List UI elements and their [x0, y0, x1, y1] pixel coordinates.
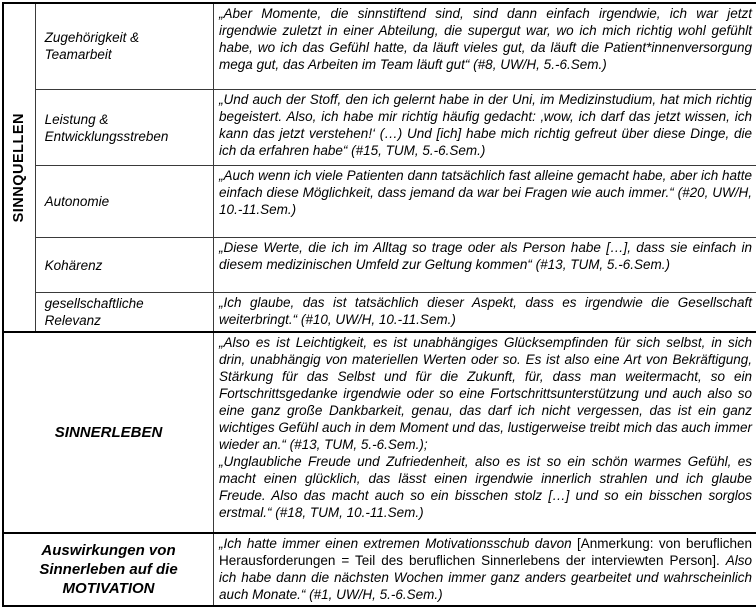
category-autonomie: Autonomie [35, 166, 213, 238]
table-row [3, 166, 756, 238]
quote-zugehoerigkeit: „Aber Momente, die sinnstiftend sind, sind dann einfach irgendwie, ich war jetzt irgendwie zuletzt in einer Abteilung, die supergut war, wo ich mich richtig wohl gefühlt habe, wo ich das Gefühl hatte, da läuft vieles gut, da läuft die Patient*innenversorgung mega gut, das Arbeiten im Team läuft gut“ (#8, UW/H, 5.-6.Sem.) [214, 3, 756, 89]
category-relevanz: gesellschaftliche Relevanz [35, 292, 213, 332]
auswirkungen-annotation: [Anmerkung: von beruflichen Herausforderungen = Teil des beruflichen Sinnerlebens der interviewten Person]. [219, 535, 752, 568]
table-row [3, 533, 756, 606]
table-row [3, 292, 756, 332]
sinnquellen-vertical-label: SINNQUELLEN [11, 112, 28, 223]
sinnerleben-header-cell: SINNERLEBEN [3, 332, 214, 533]
quote-kohaerenz: „Diese Werte, die ich im Alltag so trage oder als Person habe […], dass sie einfach in diesem medizinischen Umfeld zur Geltung kommen“ (#13, TUM, 5.-6.Sem.) [214, 238, 756, 292]
category-zugehoerigkeit: Zugehörigkeit & Teamarbeit [35, 3, 213, 89]
table-row [3, 89, 756, 165]
category-kohaerenz: Kohärenz [35, 238, 213, 292]
sinnerleben-quote-2: „Unglaubliche Freude und Zufriedenheit, also es ist so ein schön warmes Gefühl, es macht einen glücklich, das lässt einen irgendwie innerlich strahlen und ich glaube Freude. Also das macht auch so ein bisschen stolz […] und so ein bisschen sorglos erstmal.“ (#18, TUM, 10.-11.Sem.) [219, 453, 752, 520]
meaning-sources-table [2, 2, 756, 607]
auswirkungen-quote-part-1: „Ich hatte immer einen extremen Motivationsschub davon [219, 535, 577, 551]
table-row [3, 332, 756, 533]
quote-leistung: „Und auch der Stoff, den ich gelernt habe in der Uni, im Medizinstudium, hat mich richtig begeistert. Also, ich habe mir richtig häufig gedacht: ‚wow, ich darf das jetzt wissen, ich kann das jetzt verstehen!‘ (…) Und [ich] habe mich richtig gefreut über diese Dinge, die ich da erfahren habe“ (#15, TUM, 5.-6.Sem.) [214, 89, 756, 165]
sinnerleben-quote-1: „Also es ist Leichtigkeit, es ist unabhängiges Glücksempfinden für sich selbst, in sich drin, unabhängig von materiellen Werten oder so. Es ist also eine Art von Bekräftigung, Stärkung für das Selbst und für die Zukunft, für, dass man weitermacht, so ein Fortschrittsgedanke irgendwie oder so eine Fortschrittsunterstützung und auch also so eine ganz große Dankbarkeit, genau, das darf ich nicht vergessen, das ist ein ganz wichtiges Gefühl auch in dem Moment und das, lustigerweise treibt mich das auch immer wieder an.“ (#13, TUM, 5.-6.Sem.); [219, 334, 752, 452]
auswirkungen-quote-part-2: Also ich habe dann die nächsten Wochen immer ganz anders gearbeitet und wahrscheinlich auch Monate.“ (#1, UW/H, 5.-6.Sem.) [219, 552, 752, 602]
table-row [3, 3, 756, 89]
auswirkungen-header-cell: Auswirkungen von Sinnerleben auf die MOTIVATION [3, 533, 214, 606]
quote-sinnerleben [214, 332, 756, 533]
category-leistung: Leistung & Entwicklungsstreben [35, 89, 213, 165]
quote-relevanz: „Ich glaube, das ist tatsächlich dieser Aspekt, dass es irgendwie die Gesellschaft weiterbringt.“ (#10, UW/H, 10.-11.Sem.) [214, 292, 756, 332]
table-row [3, 238, 756, 292]
quote-autonomie: „Auch wenn ich viele Patienten dann tatsächlich fast alleine gemacht habe, aber ich hatte einfach diese Möglichkeit, dass jemand da war bei Fragen wie auch immer.“ (#20, UW/H, 10.-11.Sem.) [214, 166, 756, 238]
quote-auswirkungen [214, 533, 756, 606]
sinnquellen-header-cell [3, 3, 35, 332]
